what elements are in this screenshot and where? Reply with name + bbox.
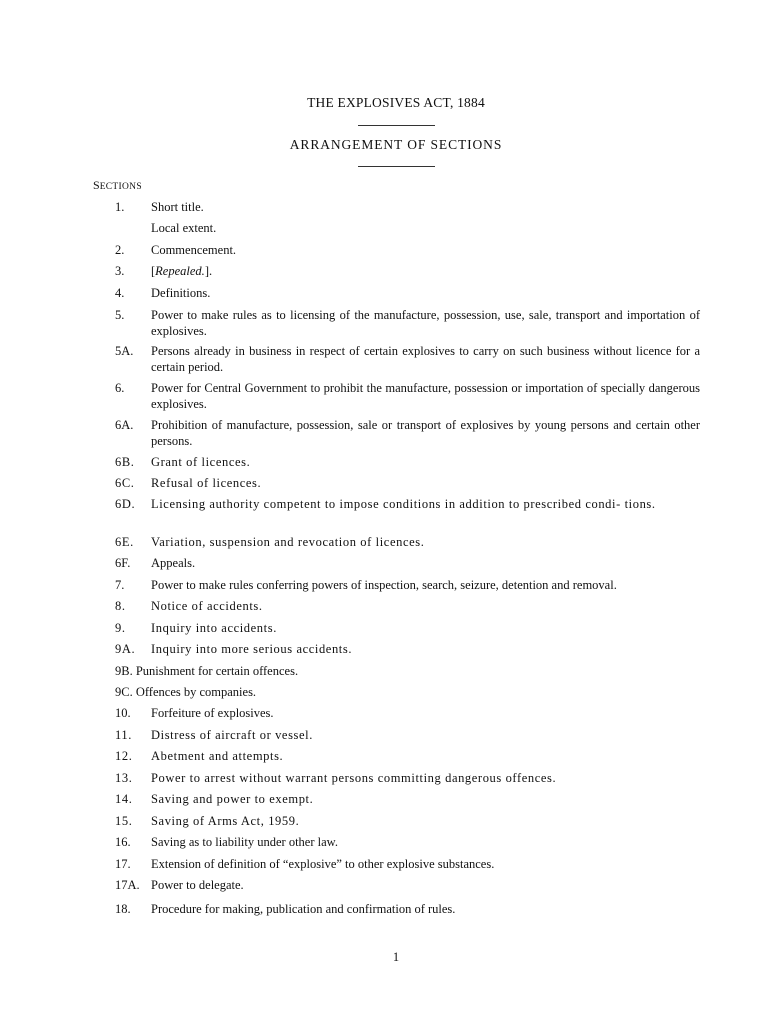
section-number: 6. — [115, 381, 125, 395]
section-number: 8. — [115, 599, 126, 613]
section-number: 5. — [115, 308, 125, 322]
sections-label-rest: ECTIONS — [99, 182, 142, 192]
section-number: 6A. — [115, 418, 134, 432]
section-title: Refusal of licences. — [151, 476, 262, 490]
section-number: 6E. — [115, 535, 134, 549]
bracket-close: ]. — [204, 264, 213, 278]
section-title: Saving as to liability under other law. — [151, 835, 338, 849]
section-number: 9B. — [115, 664, 133, 678]
section-title: Licensing authority competent to impose conditions in addition to prescribed condi- tions. — [151, 497, 656, 511]
section-title — [115, 664, 700, 680]
section-number: 5A. — [115, 344, 134, 358]
section-title: Procedure for making, publication and confirmation of rules. — [151, 902, 456, 916]
arrangement-divider — [358, 166, 435, 167]
section-number: 11. — [115, 728, 132, 742]
title-divider — [358, 125, 435, 126]
section-number: 1. — [115, 200, 125, 214]
section-number: 6F. — [115, 556, 131, 570]
section-number: 2. — [115, 243, 125, 257]
section-title: Power for Central Government to prohibit the manufacture, possession or importation of specially dangerous explosives. — [151, 381, 700, 411]
section-title: Power to delegate. — [151, 878, 244, 892]
section-number: 7. — [115, 578, 125, 592]
section-title: Power to make rules as to licensing of the manufacture, possession, use, sale, transport and importation of explosives. — [151, 308, 700, 338]
section-title: Saving and power to exempt. — [151, 792, 314, 806]
section-number: 18. — [115, 902, 131, 916]
repealed-text: Repealed. — [155, 264, 205, 278]
section-title-text: Punishment for certain offences. — [135, 664, 299, 678]
section-title: Inquiry into more serious accidents. — [151, 642, 353, 656]
section-number: 6C. — [115, 476, 135, 490]
section-title — [151, 264, 700, 280]
section-number: 6B. — [115, 455, 135, 469]
section-title: Distress of aircraft or vessel. — [151, 728, 313, 742]
section-title: Persons already in business in respect of certain explosives to carry on such business without licence for a certain period. — [151, 344, 700, 374]
section-number: 10. — [115, 706, 131, 720]
section-title: Variation, suspension and revocation of licences. — [151, 535, 425, 549]
section-number: 13. — [115, 771, 133, 785]
section-number: 14. — [115, 792, 133, 806]
section-title: Local extent. — [151, 221, 217, 235]
section-title: Extension of definition of “explosive” to other explosive substances. — [151, 857, 495, 871]
section-title: Appeals. — [151, 556, 196, 570]
section-title: Short title. — [151, 200, 204, 214]
section-title — [115, 685, 700, 701]
sections-label-initial: S — [93, 178, 100, 192]
section-title: Power to arrest without warrant persons committing dangerous offences. — [151, 771, 557, 785]
section-number: 6D. — [115, 497, 136, 511]
section-number: 15. — [115, 814, 133, 828]
section-title: Grant of licences. — [151, 455, 251, 469]
section-title: Prohibition of manufacture, possession, sale or transport of explosives by young persons and certain other persons. — [151, 418, 700, 448]
section-title: Forfeiture of explosives. — [151, 706, 274, 720]
act-title: THE EXPLOSIVES ACT, 1884 — [307, 95, 485, 110]
section-number: 17. — [115, 857, 131, 871]
section-number: 12. — [115, 749, 133, 763]
section-number: 9A. — [115, 642, 136, 656]
section-title: Saving of Arms Act, 1959. — [151, 814, 300, 828]
section-number: 3. — [115, 264, 125, 278]
section-title: Inquiry into accidents. — [151, 621, 277, 635]
section-title: Commencement. — [151, 243, 237, 257]
page-number: 1 — [392, 950, 400, 964]
section-number: 17A. — [115, 878, 140, 892]
section-number: 16. — [115, 835, 131, 849]
section-number: 9C. — [115, 685, 133, 699]
section-title: Power to make rules conferring powers of inspection, search, seizure, detention and removal. — [151, 578, 617, 592]
section-title: Definitions. — [151, 286, 211, 300]
section-title: Notice of accidents. — [151, 599, 263, 613]
section-number: 4. — [115, 286, 125, 300]
section-title-text: Offences by companies. — [135, 685, 257, 699]
bracket-open: [ — [151, 264, 156, 278]
section-title: Abetment and attempts. — [151, 749, 284, 763]
section-number: 9. — [115, 621, 126, 635]
arrangement-title: ARRANGEMENT OF SECTIONS — [289, 137, 503, 152]
sections-label — [93, 178, 142, 193]
